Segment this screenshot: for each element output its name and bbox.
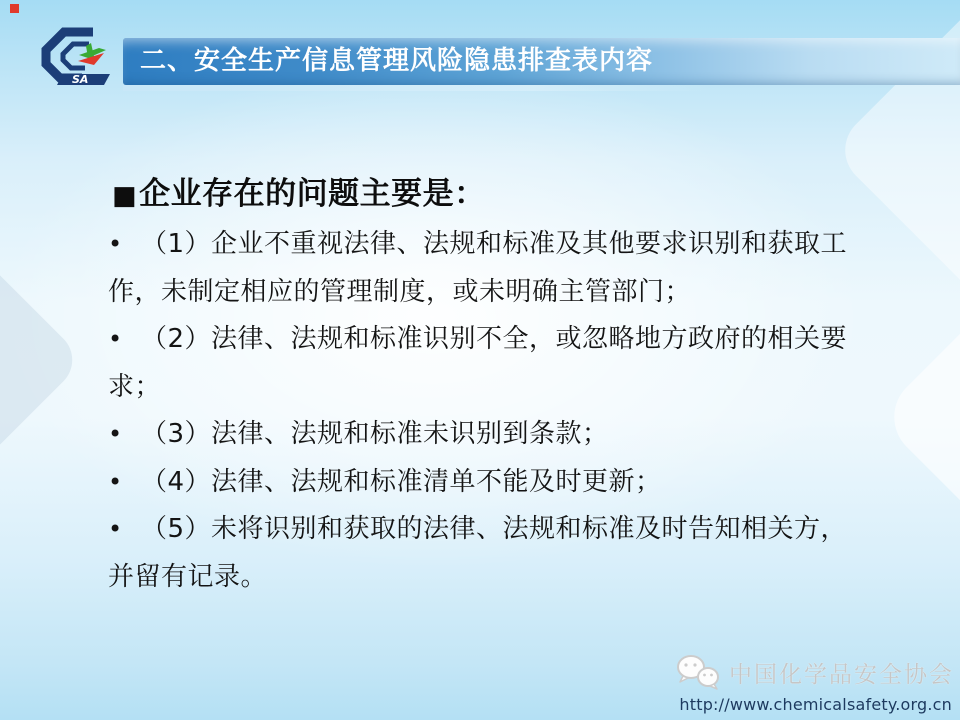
bullet-icon: •	[108, 230, 123, 258]
csa-logo-sa-label: SA	[72, 73, 89, 86]
list-item	[108, 506, 888, 554]
list-item	[108, 554, 888, 602]
list-item-text: 作，未制定相应的管理制度，或未明确主管部门；	[108, 276, 692, 307]
footer	[675, 652, 954, 714]
decor-diamond-right-bottom	[877, 205, 960, 629]
section-heading-text: 企业存在的问题主要是：	[139, 176, 486, 212]
list-item-text: 并留有记录。	[108, 561, 268, 592]
csa-logo-icon	[36, 25, 112, 87]
list-item-text: （3）法律、法规和标准未识别到条款；	[141, 419, 609, 449]
bullet-icon: •	[108, 420, 123, 448]
list-item-text: （5）未将识别和获取的法律、法规和标准及时告知相关方，	[141, 514, 848, 544]
decor-diamond-left	[0, 197, 85, 522]
square-bullet-icon: ■	[112, 181, 138, 211]
bullet-icon: •	[108, 515, 123, 543]
list-item	[108, 269, 888, 317]
list-item	[108, 316, 888, 364]
list-item-text: （2）法律、法规和标准识别不全，或忽略地方政府的相关要	[141, 324, 848, 354]
bullet-icon: •	[108, 467, 123, 496]
bullet-list	[108, 221, 888, 601]
org-url-link[interactable]: http://www.chemicalsafety.org.cn	[679, 695, 952, 714]
list-item	[108, 411, 888, 459]
list-item-text: （1）企业不重视法律、法规和标准及其他要求识别和获取工	[141, 229, 848, 259]
page-title: 二、安全生产信息管理风险隐患排查表内容	[140, 46, 654, 76]
list-item-text: 求；	[108, 371, 162, 402]
section-heading	[112, 168, 486, 213]
red-corner-marker	[10, 4, 19, 13]
list-item	[108, 364, 888, 412]
header-title-bar	[123, 38, 960, 85]
list-item-text: （4）法律、法规和标准清单不能及时更新；	[141, 466, 662, 497]
list-item	[108, 221, 888, 269]
org-name: 中国化学品安全协会	[729, 661, 954, 688]
wechat-bubbles-icon	[675, 652, 721, 692]
list-item	[108, 459, 888, 507]
bullet-icon: •	[108, 325, 123, 353]
